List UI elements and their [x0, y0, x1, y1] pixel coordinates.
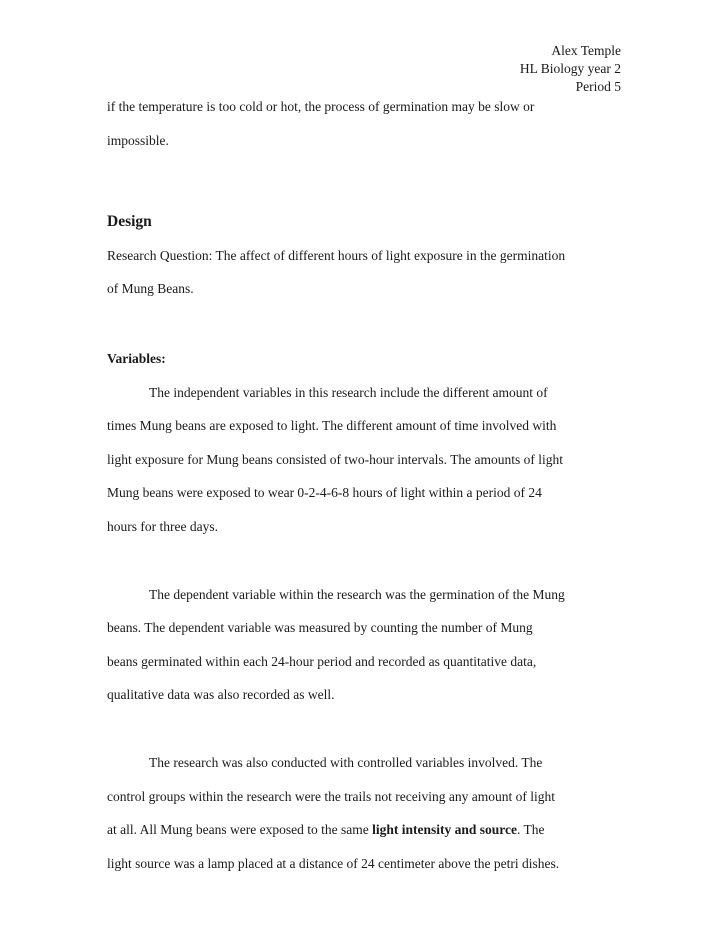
- controlled-text: at all. All Mung beans were exposed to the same: [107, 822, 373, 838]
- dependent-variable-line: The dependent variable within the research was the germination of the Mung: [149, 586, 565, 602]
- controlled-variable-line: [107, 813, 627, 847]
- intro-line: if the temperature is too cold or hot, the process of germination may be slow or: [107, 99, 535, 114]
- dependent-variable-line: qualitative data was also recorded as well.: [107, 687, 335, 703]
- independent-variable-line: The independent variables in this research include the different amount of: [149, 384, 548, 400]
- intro-line: impossible.: [107, 132, 169, 148]
- research-question-line: of Mung Beans.: [107, 281, 194, 297]
- variables-heading: Variables:: [107, 350, 166, 366]
- controlled-variable-line: control groups within the research were the trails not receiving any amount of light: [107, 788, 555, 804]
- controlled-variable-line: light source was a lamp placed at a distance of 24 centimeter above the petri dishes.: [107, 855, 560, 871]
- research-question-line: Research Question: The affect of different hours of light exposure in the germination: [107, 247, 566, 263]
- independent-variable-line: Mung beans were exposed to wear 0-2-4-6-8 hours of light within a period of 24: [107, 485, 542, 501]
- dependent-variable-line: beans. The dependent variable was measured by counting the number of Mung: [107, 620, 533, 636]
- class-period: Period 5: [575, 79, 621, 94]
- independent-variable-line: times Mung beans are exposed to light. The different amount of time involved with: [107, 418, 557, 434]
- emphasized-text: light intensity and source: [372, 822, 517, 838]
- author-name: Alex Temple: [551, 43, 621, 58]
- dependent-variable-line: beans germinated within each 24-hour period and recorded as quantitative data,: [107, 653, 537, 669]
- design-heading: Design: [107, 213, 152, 231]
- independent-variable-line: light exposure for Mung beans consisted of two-hour intervals. The amounts of light: [107, 451, 564, 467]
- controlled-text: . The: [516, 822, 545, 838]
- course-name: HL Biology year 2: [519, 61, 621, 76]
- independent-variable-line: hours for three days.: [107, 518, 218, 534]
- document-body: [107, 90, 627, 880]
- page-header: [520, 42, 621, 96]
- controlled-variable-line: The research was also conducted with controlled variables involved. The: [149, 754, 543, 770]
